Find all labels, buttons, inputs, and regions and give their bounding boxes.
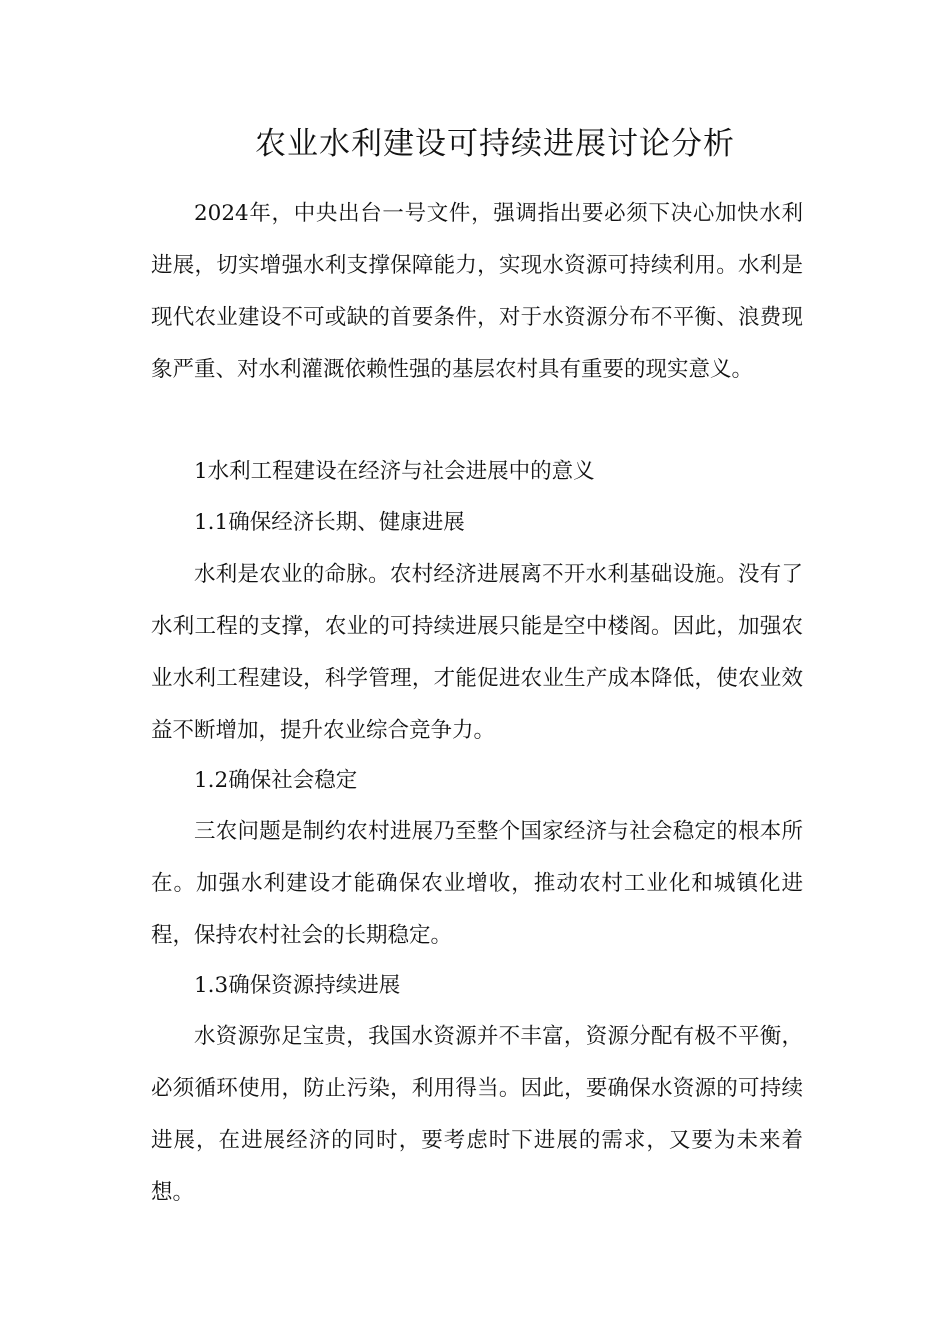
section-1-heading-block: [151, 446, 803, 498]
subsection-1-3-heading-block: [151, 960, 803, 1012]
subsection-1-2-paragraph: 三农问题是制约农村进展乃至整个国家经济与社会稳定的根本所在。加强水利建设才能确保农业增收，推动农村工业化和城镇化进程，保持农村社会的长期稳定。: [151, 819, 803, 948]
subsection-1-3-heading: 1.3确保资源持续进展: [194, 973, 401, 998]
subsection-1-1-heading: 1.1确保经济长期、健康进展: [194, 510, 465, 535]
subsection-1-3-paragraph: 水资源弥足宝贵，我国水资源并不丰富，资源分配有极不平衡，必须循环使用，防止污染，利用得当。因此，要确保水资源的可持续进展，在进展经济的同时，要考虑时下进展的需求，又要为未来着想。: [151, 1024, 803, 1205]
subsection-1-2-heading-block: [151, 755, 803, 807]
document-title: 农业水利建设可持续进展讨论分析: [255, 126, 735, 162]
subsection-1-2-block: [151, 806, 803, 962]
subsection-1-1-heading-block: [151, 497, 803, 549]
subsection-1-1-block: [151, 549, 803, 757]
subsection-1-2-heading: 1.2确保社会稳定: [194, 768, 358, 793]
subsection-1-3-block: [151, 1011, 803, 1219]
section-1-heading: 1水利工程建设在经济与社会进展中的意义: [194, 459, 595, 484]
intro-block: [151, 188, 803, 396]
subsection-1-1-paragraph: 水利是农业的命脉。农村经济进展离不开水利基础设施。没有了水利工程的支撑，农业的可持续进展只能是空中楼阁。因此，加强农业水利工程建设，科学管理，才能促进农业生产成本降低，使农业效益不断增加，提升农业综合竞争力。: [151, 562, 803, 743]
intro-paragraph: 2024年，中央出台一号文件，强调指出要必须下决心加快水利进展，切实增强水利支撑保障能力，实现水资源可持续利用。水利是现代农业建设不可或缺的首要条件，对于水资源分布不平衡、浪费现象严重、对水利灌溉依赖性强的基层农村具有重要的现实意义。: [151, 201, 803, 382]
